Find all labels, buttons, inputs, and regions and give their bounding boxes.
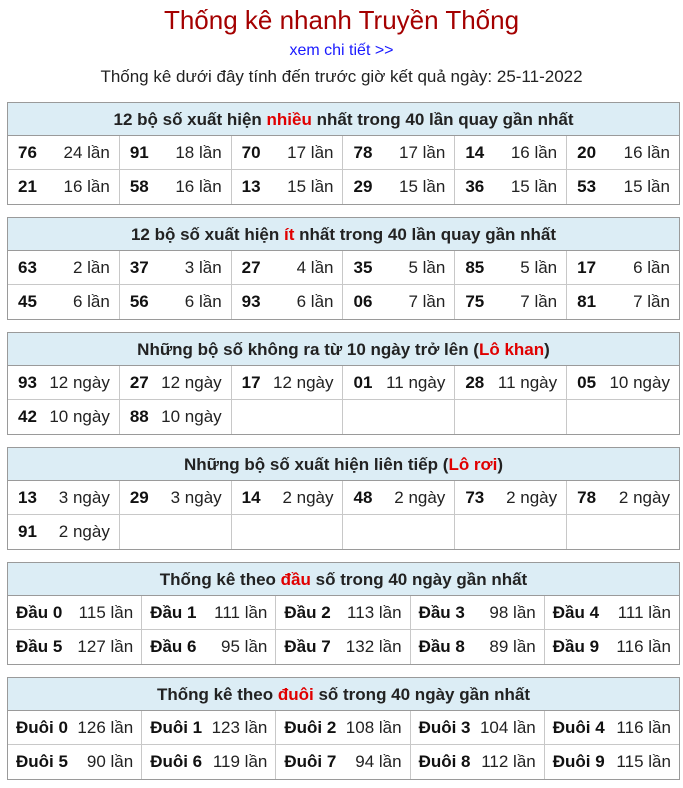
subtitle: Thống kê dưới đây tính đến trước giờ kết quả ngày: 25-11-2022 [100, 67, 583, 86]
stat-count: 112 lần [481, 752, 536, 771]
stat-number: Đuôi 9 [552, 752, 605, 771]
stat-number: 29 [353, 177, 373, 196]
stat-number: 28 [465, 372, 485, 392]
heading-highlight: đầu [280, 570, 311, 589]
stat-cell [120, 366, 232, 400]
stat-count: 108 lần [345, 717, 402, 737]
stat-count: 89 lần [489, 637, 536, 656]
heading-highlight: Lô khan [478, 340, 545, 359]
heading-highlight: nhiều [266, 110, 312, 129]
stat-count: 3 lần [184, 257, 222, 277]
stat-cell [8, 630, 142, 664]
stat-count: 4 lần [296, 257, 334, 277]
stat-number: 13 [18, 487, 37, 507]
stat-count: 11 ngày [497, 372, 558, 392]
stat-number: Đuôi 1 [150, 717, 203, 737]
stat-cell [8, 136, 120, 170]
stat-cell [411, 630, 545, 664]
stat-number: Đầu 9 [552, 637, 600, 656]
stat-number: 01 [353, 372, 373, 392]
stat-cell [567, 170, 679, 204]
stat-number: Đuôi 7 [284, 752, 337, 771]
stat-number: 27 [129, 372, 149, 392]
stat-cell [120, 285, 232, 319]
stat-count: 16 lần [175, 177, 222, 196]
stat-cell [455, 481, 567, 515]
stat-count: 6 lần [184, 292, 222, 311]
stat-count: 10 ngày [609, 372, 670, 392]
stat-cell [232, 170, 344, 204]
stat-count: 127 lần [77, 637, 134, 656]
stat-cell [567, 285, 679, 319]
stat-count: 6 lần [633, 257, 670, 277]
stat-count: 115 lần [616, 752, 671, 771]
stat-cell [232, 481, 344, 515]
heading-text: Những bộ số không ra từ 10 ngày trở lên ( [137, 340, 479, 359]
section-head-digit [7, 562, 680, 665]
stat-number: 78 [577, 487, 597, 507]
stat-cell [8, 366, 120, 400]
heading-text: Thống kê theo [159, 570, 281, 589]
stat-cell [411, 745, 545, 779]
stat-cell [8, 251, 120, 285]
stat-number: 76 [18, 142, 37, 162]
stat-count: 7 lần [408, 292, 446, 311]
stat-cell [276, 745, 410, 779]
heading-highlight: ít [284, 225, 295, 244]
stat-count: 15 lần [510, 177, 558, 196]
stat-number: 17 [241, 372, 261, 392]
stat-count: 17 lần [398, 142, 446, 162]
stat-number: Đuôi 3 [418, 717, 471, 737]
empty-cell [232, 400, 344, 434]
stat-cell [545, 745, 679, 779]
stat-number: 45 [18, 292, 37, 311]
stat-cell [232, 136, 344, 170]
section-heading [8, 333, 679, 366]
page-title: Thống kê nhanh Truyền Thống [163, 5, 520, 35]
empty-cell [232, 515, 344, 549]
stat-count: 116 lần [616, 637, 671, 656]
stat-count: 2 ngày [282, 487, 334, 507]
stat-count: 98 lần [489, 602, 536, 622]
stat-cell [8, 745, 142, 779]
stat-count: 24 lần [63, 142, 110, 162]
empty-cell [567, 400, 679, 434]
stat-count: 15 lần [398, 177, 446, 196]
stats-grid [8, 481, 679, 549]
stat-count: 3 ngày [58, 487, 110, 507]
stat-number: 58 [129, 177, 149, 196]
stat-cell [455, 251, 567, 285]
stat-count: 111 lần [617, 602, 671, 622]
stat-number: 20 [577, 142, 597, 162]
stat-cell [8, 170, 120, 204]
stat-cell [276, 630, 410, 664]
stat-number: 56 [129, 292, 149, 311]
stat-number: 14 [241, 487, 261, 507]
stat-count: 16 lần [623, 142, 670, 162]
stat-number: 13 [241, 177, 261, 196]
heading-text: Những bộ số xuất hiện liên tiếp ( [183, 455, 449, 474]
stat-count: 15 lần [287, 177, 334, 196]
heading-text: Thống kê theo [156, 685, 278, 704]
stat-cell [545, 596, 679, 630]
stat-count: 7 lần [633, 292, 670, 311]
stat-cell [343, 170, 455, 204]
stats-grid [8, 136, 679, 204]
stat-cell [411, 596, 545, 630]
stat-number: 53 [577, 177, 597, 196]
stat-number: 70 [241, 142, 261, 162]
stat-cell [142, 745, 276, 779]
stat-cell [232, 366, 344, 400]
stat-count: 123 lần [211, 717, 268, 737]
stat-number: Đầu 6 [150, 637, 197, 656]
stats-grid [8, 366, 679, 434]
stat-number: 27 [241, 257, 261, 277]
stat-count: 2 ngày [618, 487, 670, 507]
stat-cell [343, 366, 455, 400]
stat-cell [567, 136, 679, 170]
stat-number: 91 [129, 142, 149, 162]
stat-count: 12 ngày [272, 372, 334, 392]
stat-number: 05 [577, 372, 597, 392]
stat-number: Đuôi 5 [16, 752, 68, 771]
heading-highlight: đuôi [277, 685, 314, 704]
stat-cell [8, 515, 120, 549]
stat-cell [567, 481, 679, 515]
heading-text: số trong 40 ngày gần nhất [313, 685, 531, 704]
stat-number: 91 [18, 522, 37, 541]
section-lo-khan [7, 332, 680, 435]
stat-count: 5 lần [520, 257, 558, 277]
stat-number: Đầu 3 [418, 602, 465, 622]
stat-count: 12 ngày [49, 372, 110, 392]
stat-number: Đầu 2 [284, 602, 331, 622]
stat-count: 104 lần [479, 717, 536, 737]
stat-cell [276, 711, 410, 745]
stat-number: Đuôi 8 [418, 752, 471, 771]
stat-number: 93 [241, 292, 261, 311]
stat-count: 2 ngày [394, 487, 446, 507]
stat-number: Đầu 1 [150, 602, 197, 622]
stat-count: 115 lần [78, 602, 134, 622]
stat-count: 17 lần [287, 142, 334, 162]
stat-cell [411, 711, 545, 745]
stat-number: 29 [129, 487, 149, 507]
stat-count: 11 ngày [386, 372, 446, 392]
stat-cell [455, 170, 567, 204]
stats-grid [8, 711, 679, 779]
stat-count: 111 lần [214, 602, 268, 622]
stat-number: 85 [465, 257, 485, 277]
section-heading [8, 678, 679, 711]
stat-cell [343, 285, 455, 319]
heading-text: số trong 40 ngày gần nhất [310, 570, 528, 589]
stat-cell [8, 400, 120, 434]
empty-cell [455, 400, 567, 434]
stat-cell [567, 366, 679, 400]
heading-text: nhất trong 40 lần quay gần nhất [294, 225, 557, 244]
stat-count: 6 lần [72, 292, 110, 311]
stat-number: Đuôi 6 [150, 752, 203, 771]
stat-count: 16 lần [510, 142, 558, 162]
stat-count: 116 lần [616, 717, 671, 737]
stat-cell [142, 711, 276, 745]
stat-cell [120, 400, 232, 434]
stat-cell [343, 481, 455, 515]
section-heading [8, 563, 679, 596]
stat-count: 126 lần [77, 717, 134, 737]
heading-text: 12 bộ số xuất hiện [130, 225, 284, 244]
stat-number: 21 [18, 177, 37, 196]
stat-count: 5 lần [408, 257, 446, 277]
stat-number: 75 [465, 292, 485, 311]
stat-count: 90 lần [86, 752, 134, 771]
stat-cell [232, 251, 344, 285]
stats-grid [8, 251, 679, 319]
stat-cell [455, 136, 567, 170]
stat-cell [142, 596, 276, 630]
stat-number: 73 [465, 487, 485, 507]
heading-text: ) [544, 340, 550, 359]
stat-number: 93 [18, 372, 37, 392]
heading-highlight: Lô rơi [448, 455, 498, 474]
stat-number: 37 [129, 257, 149, 277]
stat-count: 2 ngày [58, 522, 110, 541]
stat-cell [567, 251, 679, 285]
view-details-link[interactable]: xem chi tiết >> [289, 42, 394, 59]
stat-number: 14 [465, 142, 485, 162]
section-heading [8, 448, 679, 481]
section-heading [8, 218, 679, 251]
stat-cell [8, 481, 120, 515]
stat-number: Đầu 4 [552, 602, 600, 622]
stat-count: 10 ngày [49, 407, 110, 426]
stat-cell [120, 170, 232, 204]
stat-number: 78 [353, 142, 373, 162]
stat-number: 42 [18, 407, 37, 426]
stat-cell [455, 285, 567, 319]
stat-count: 18 lần [175, 142, 222, 162]
stat-cell [142, 630, 276, 664]
stat-cell [232, 285, 344, 319]
stat-number: Đầu 8 [418, 637, 465, 656]
empty-cell [120, 515, 232, 549]
stat-count: 7 lần [520, 292, 558, 311]
stat-count: 113 lần [347, 602, 402, 622]
stat-number: 35 [353, 257, 373, 277]
stat-count: 119 lần [212, 752, 268, 771]
stat-number: 88 [129, 407, 149, 426]
stat-number: 36 [465, 177, 485, 196]
stat-number: Đầu 0 [16, 602, 63, 622]
stat-cell [545, 630, 679, 664]
stat-count: 94 lần [355, 752, 402, 771]
section-tail-digit [7, 677, 680, 780]
stat-count: 2 ngày [506, 487, 558, 507]
stat-count: 10 ngày [161, 407, 222, 426]
stat-cell [343, 251, 455, 285]
section-least-frequent [7, 217, 680, 320]
heading-text: 12 bộ số xuất hiện [113, 110, 267, 129]
stat-count: 6 lần [296, 292, 334, 311]
stat-number: 06 [353, 292, 373, 311]
stat-number: 63 [18, 257, 37, 277]
empty-cell [343, 400, 455, 434]
stat-number: 48 [353, 487, 373, 507]
stat-number: Đầu 7 [284, 637, 331, 656]
stat-cell [545, 711, 679, 745]
stat-count: 132 lần [345, 637, 402, 656]
heading-text: nhất trong 40 lần quay gần nhất [311, 110, 574, 129]
stats-grid [8, 596, 679, 664]
section-lo-roi [7, 447, 680, 550]
section-heading [8, 103, 679, 136]
stat-number: Đuôi 4 [552, 717, 605, 737]
view-details-row [0, 41, 683, 61]
stat-count: 16 lần [63, 177, 110, 196]
stat-count: 2 lần [72, 257, 110, 277]
empty-cell [455, 515, 567, 549]
stat-number: 81 [577, 292, 597, 311]
stat-cell [455, 366, 567, 400]
stat-cell [343, 136, 455, 170]
stat-cell [8, 596, 142, 630]
section-most-frequent [7, 102, 680, 205]
stat-count: 3 ngày [170, 487, 222, 507]
stat-number: Đuôi 2 [284, 717, 337, 737]
stat-number: Đuôi 0 [16, 717, 68, 737]
stat-count: 15 lần [623, 177, 670, 196]
stat-cell [120, 251, 232, 285]
stat-number: Đầu 5 [16, 637, 63, 656]
stat-count: 95 lần [221, 637, 268, 656]
stat-cell [8, 711, 142, 745]
heading-text: ) [497, 455, 504, 474]
empty-cell [567, 515, 679, 549]
stat-number: 17 [577, 257, 597, 277]
stat-cell [120, 136, 232, 170]
empty-cell [343, 515, 455, 549]
stat-count: 12 ngày [161, 372, 222, 392]
stat-cell [120, 481, 232, 515]
stat-cell [276, 596, 410, 630]
stat-cell [8, 285, 120, 319]
